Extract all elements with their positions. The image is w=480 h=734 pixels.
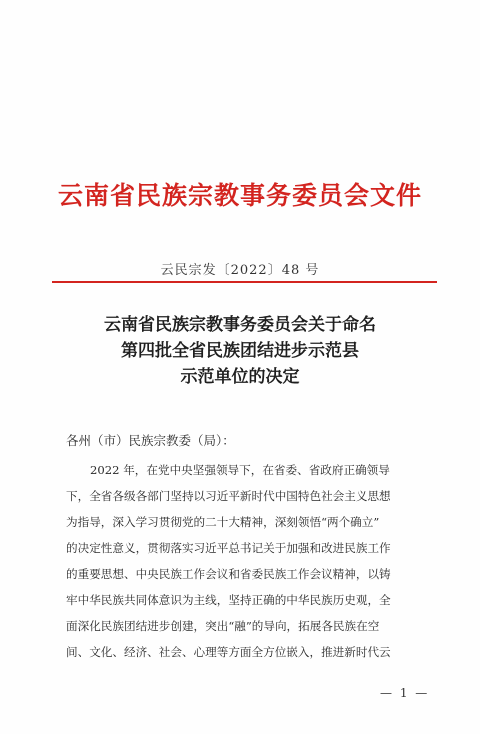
body-text <box>66 457 438 665</box>
document-title <box>0 312 480 390</box>
document-number: 云民宗发〔2022〕48 号 <box>160 263 320 278</box>
body-line: 牢中华民族共同体意识为主线，坚持正确的中华民族历史观，全 <box>66 593 391 607</box>
red-divider-line <box>52 281 437 283</box>
body-line: 的决定性意义，贯彻落实习近平总书记关于加强和改进民族工作 <box>66 541 391 555</box>
body-line: 间、文化、经济、社会、心理等方面全方位嵌入，推进新时代云 <box>66 645 391 659</box>
salutation: 各州（市）民族宗教委（局）： <box>66 433 235 448</box>
body-line: 面深化民族团结进步创建，突出“融”的导向，拓展各民族在空 <box>66 619 380 633</box>
title-line: 第四批全省民族团结进步示范县 <box>121 341 359 361</box>
body-line: 2022 年，在党中央坚强领导下，在省委、省政府正确领导 <box>90 463 390 477</box>
body-line: 的重要思想、中央民族工作会议和省委民族工作会议精神，以铸 <box>66 567 391 581</box>
document-header-title: 云南省民族宗教事务委员会文件 <box>57 181 422 210</box>
page-number: — 1 — <box>380 686 430 700</box>
title-line: 云南省民族宗教事务委员会关于命名 <box>104 315 376 335</box>
title-line: 示范单位的决定 <box>180 367 300 387</box>
body-line: 下，全省各级各部门坚持以习近平新时代中国特色社会主义思想 <box>66 489 391 503</box>
body-line: 为指导，深入学习贯彻党的二十大精神，深刻领悟“两个确立” <box>66 515 380 529</box>
